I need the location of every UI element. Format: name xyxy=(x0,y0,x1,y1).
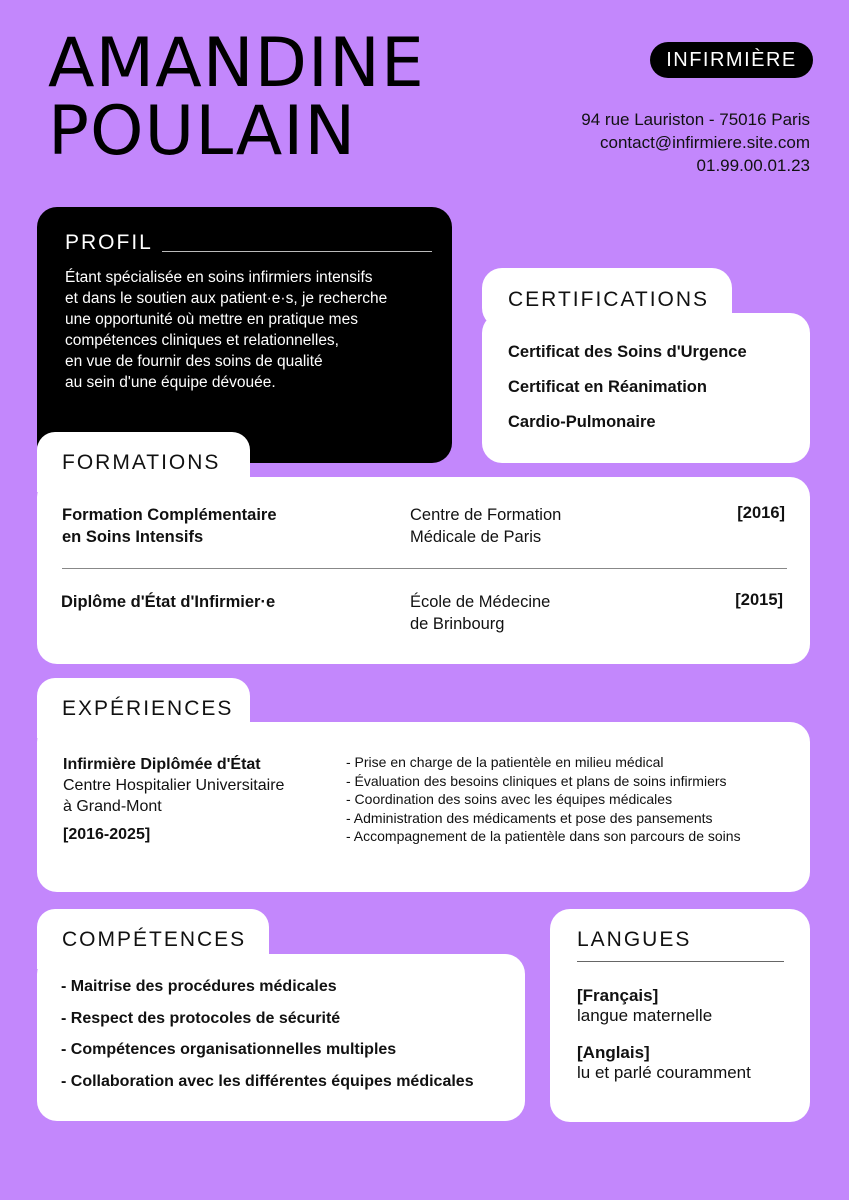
language-name: [Français] xyxy=(577,986,659,1005)
profil-line: au sein d'une équipe dévouée. xyxy=(65,374,276,391)
job-title-badge: INFIRMIÈRE xyxy=(650,42,813,78)
competence-item: - Respect des protocoles de sécurité xyxy=(61,1009,341,1027)
candidate-name xyxy=(48,24,425,171)
institution-line: Centre de Formation xyxy=(410,506,562,524)
institution-line: de Brinbourg xyxy=(410,615,505,633)
profil-section xyxy=(37,207,452,463)
language-name: [Anglais] xyxy=(577,1043,650,1062)
competence-item: - Compétences organisationnelles multiples xyxy=(61,1041,397,1058)
task-item: - Évaluation des besoins cliniques et plans de soins infirmiers xyxy=(346,772,727,789)
language-item xyxy=(577,986,751,1026)
formation-degree xyxy=(61,591,361,613)
formation-year: [2015] xyxy=(735,591,783,609)
first-name: AMANDINE xyxy=(48,24,425,103)
competence-item: - Maitrise des procédures médicales xyxy=(61,978,337,995)
langues-list xyxy=(577,986,751,1100)
contact-block xyxy=(581,108,810,177)
task-item: - Accompagnement de la patientèle dans son parcours de soins xyxy=(346,828,741,844)
profil-line: en vue de fournir des soins de qualité xyxy=(65,353,323,370)
language-item xyxy=(577,1043,751,1083)
competences-title: COMPÉTENCES xyxy=(62,928,247,951)
last-name: POULAIN xyxy=(48,92,357,171)
formations-divider xyxy=(62,568,787,569)
language-level: lu et parlé couramment xyxy=(577,1063,751,1082)
langues-title: LANGUES xyxy=(577,928,692,951)
language-level: langue maternelle xyxy=(577,1006,713,1025)
institution-line: École de Médecine xyxy=(410,593,551,611)
langues-divider xyxy=(577,961,784,962)
phone: 01.99.00.01.23 xyxy=(696,156,810,175)
email: contact@infirmiere.site.com xyxy=(600,133,810,152)
competence-item: - Collaboration avec les différentes équipes médicales xyxy=(61,1072,474,1090)
profil-line: et dans le soutien aux patient·e·s, je recherche xyxy=(65,290,388,307)
institution-line: Médicale de Paris xyxy=(410,528,542,546)
address: 94 rue Lauriston - 75016 Paris xyxy=(581,110,810,129)
task-item: - Administration des médicaments et pose des pansements xyxy=(346,809,713,826)
profil-line: Étant spécialisée en soins infirmiers intensifs xyxy=(65,269,373,286)
experience-dates: [2016-2025] xyxy=(63,826,151,843)
profil-text xyxy=(65,267,435,393)
profil-title: PROFIL xyxy=(65,231,153,254)
task-item: - Coordination des soins avec les équipes médicales xyxy=(346,791,673,807)
formation-degree xyxy=(62,504,362,548)
competences-list xyxy=(61,977,474,1103)
certification-item: Certificat en Réanimation xyxy=(508,378,707,396)
certification-item: Certificat des Soins d'Urgence xyxy=(508,343,747,361)
profil-line: compétences cliniques et relationnelles, xyxy=(65,332,339,349)
degree-line: Diplôme d'État d'Infirmier·e xyxy=(61,593,276,611)
experience-employer: à Grand-Mont xyxy=(63,798,162,815)
profil-divider xyxy=(162,251,432,252)
degree-line: Formation Complémentaire xyxy=(62,506,277,524)
formation-institution xyxy=(410,591,660,635)
experiences-title: EXPÉRIENCES xyxy=(62,697,234,720)
task-item: - Prise en charge de la patientèle en milieu médical xyxy=(346,754,664,770)
profil-line: une opportunité où mettre en pratique mes xyxy=(65,311,358,328)
degree-line: en Soins Intensifs xyxy=(62,528,204,546)
experience-summary xyxy=(63,754,333,845)
formation-year: [2016] xyxy=(737,504,785,522)
experience-job-title: Infirmière Diplômée d'État xyxy=(63,756,261,773)
formation-institution xyxy=(410,504,660,548)
experience-employer: Centre Hospitalier Universitaire xyxy=(63,777,285,794)
certification-item: Cardio-Pulmonaire xyxy=(508,413,656,431)
certifications-list xyxy=(508,342,747,447)
experience-tasks xyxy=(346,753,741,846)
formations-title: FORMATIONS xyxy=(62,451,221,474)
certifications-title: CERTIFICATIONS xyxy=(508,288,710,311)
